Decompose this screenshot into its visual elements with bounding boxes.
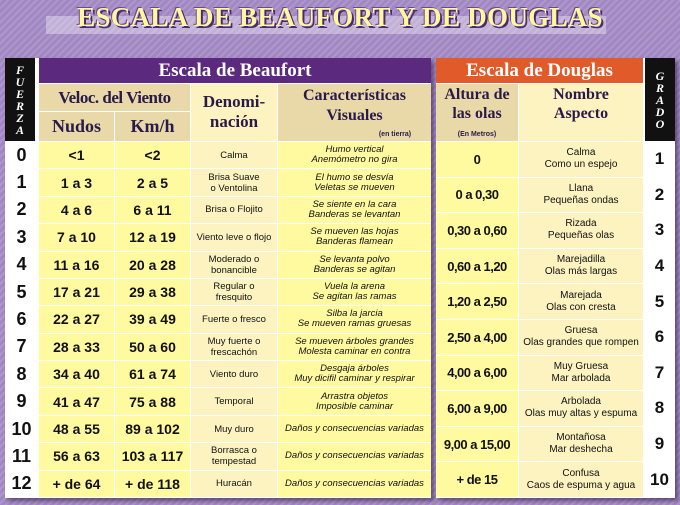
kmh-value: 39 a 49: [115, 306, 190, 332]
wave-height-value: 0: [436, 142, 518, 177]
kmh-value: 29 a 38: [115, 279, 190, 305]
kmh-header: Km/h: [115, 112, 190, 141]
side-letter: R: [15, 98, 24, 113]
denomination-value: Brisa Suave o Ventolina: [191, 169, 277, 195]
douglas-row: [436, 213, 675, 249]
denomination-value: Muy fuerte o frescachón: [191, 334, 277, 360]
wave-height-note: (En Metros): [457, 131, 497, 138]
knots-value: 22 a 27: [39, 306, 114, 332]
knots-value: 28 a 33: [39, 334, 114, 360]
wave-height-value: + de 15: [436, 462, 518, 497]
denomination-header: Denomi- nación: [191, 84, 277, 141]
visual-description: Daños y consecuencias variadas: [278, 443, 431, 469]
side-letter: U: [15, 74, 25, 89]
grade-number: 3: [644, 213, 675, 248]
force-number: 9: [5, 388, 38, 414]
kmh-value: 2 a 5: [115, 169, 190, 195]
grade-number: 6: [644, 320, 675, 355]
force-number: 4: [5, 252, 38, 278]
kmh-value: 50 a 60: [115, 334, 190, 360]
side-letter: D: [655, 104, 665, 119]
grade-number: 2: [644, 178, 675, 213]
beaufort-row: [5, 169, 431, 196]
denomination-value: Moderado o bonancible: [191, 252, 277, 278]
kmh-value: + de 118: [115, 471, 190, 497]
knots-value: 4 a 6: [39, 197, 114, 223]
kmh-value: 89 a 102: [115, 416, 190, 442]
side-letter: F: [15, 62, 24, 77]
sea-state-name: Montañosa Mar deshecha: [519, 427, 643, 462]
wave-height-value: 9,00 a 15,00: [436, 427, 518, 462]
sea-state-name: Llana Pequeñas ondas: [519, 178, 643, 213]
force-number: 6: [5, 306, 38, 332]
denomination-value: Muy duro: [191, 416, 277, 442]
wave-height-value: 0 a 0,30: [436, 178, 518, 213]
fuerza-side-label: [5, 58, 35, 141]
douglas-row: [436, 249, 675, 285]
douglas-row: [436, 284, 675, 320]
sea-state-name: Confusa Caos de espuma y agua: [519, 462, 643, 497]
kmh-value: 61 a 74: [115, 361, 190, 387]
denomination-value: Temporal: [191, 388, 277, 414]
denomination-value: Calma: [191, 142, 277, 168]
grade-number: 4: [644, 249, 675, 284]
douglas-heading: Escala de Douglas: [436, 58, 643, 83]
wave-height-value: 0,30 a 0,60: [436, 213, 518, 248]
visual-description: Se levanta polvo Banderas se agitan: [278, 252, 431, 278]
knots-header: Nudos: [39, 112, 114, 141]
force-number: 2: [5, 197, 38, 223]
force-number: 1: [5, 169, 38, 195]
wave-height-value: 4,00 a 6,00: [436, 356, 518, 391]
beaufort-row: [5, 416, 431, 443]
sea-state-name: Rizada Pequeñas olas: [519, 213, 643, 248]
wave-height-value: 2,50 a 4,00: [436, 320, 518, 355]
beaufort-row: [5, 471, 431, 498]
douglas-row: [436, 427, 675, 463]
beaufort-heading: Escala de Beaufort: [39, 58, 431, 83]
beaufort-row: [5, 252, 431, 279]
grade-number: 1: [644, 142, 675, 177]
sea-state-name: Calma Como un espejo: [519, 142, 643, 177]
douglas-row: [436, 391, 675, 427]
beaufort-row: [5, 334, 431, 361]
denomination-value: Borrasca o tempestad: [191, 443, 277, 469]
denomination-value: Regular o fresquito: [191, 279, 277, 305]
knots-value: 1 a 3: [39, 169, 114, 195]
douglas-row: [436, 320, 675, 356]
knots-value: + de 64: [39, 471, 114, 497]
visual-description: El humo se desvía Veletas se mueven: [278, 169, 431, 195]
wave-height-header: Altura de las olas: [436, 84, 518, 141]
knots-value: 11 a 16: [39, 252, 114, 278]
grado-side-label: [645, 58, 675, 141]
wave-height-value: 0,60 a 1,20: [436, 249, 518, 284]
beaufort-table: [5, 58, 431, 498]
side-letter: A: [655, 92, 664, 107]
beaufort-row: [5, 197, 431, 224]
kmh-value: 75 a 88: [115, 388, 190, 414]
page-title: ESCALA DE BEAUFORT Y DE DOUGLAS: [77, 2, 603, 32]
visual-description: Humo vertical Anemómetro no gira: [278, 142, 431, 168]
force-number: 12: [5, 471, 38, 497]
beaufort-row: [5, 388, 431, 415]
wave-height-value: 6,00 a 9,00: [436, 391, 518, 426]
beaufort-row: [5, 306, 431, 333]
beaufort-row: [5, 224, 431, 251]
denomination-value: Viento leve o flojo: [191, 224, 277, 250]
side-letter: O: [655, 116, 665, 131]
kmh-value: <2: [115, 142, 190, 168]
force-number: 7: [5, 334, 38, 360]
sea-state-name: Marejada Olas con cresta: [519, 284, 643, 319]
side-letter: Z: [16, 110, 24, 125]
force-number: 5: [5, 279, 38, 305]
denomination-value: Viento duro: [191, 361, 277, 387]
force-number: 11: [5, 443, 38, 469]
douglas-row: [436, 462, 675, 498]
kmh-value: 20 a 28: [115, 252, 190, 278]
knots-value: <1: [39, 142, 114, 168]
grade-number: 8: [644, 391, 675, 426]
visual-description: Se mueven árboles grandes Molesta caminar en contra: [278, 334, 431, 360]
beaufort-row: [5, 142, 431, 169]
kmh-value: 12 a 19: [115, 224, 190, 250]
visual-description: Silba la jarcia Se mueven ramas gruesas: [278, 306, 431, 332]
douglas-row: [436, 142, 675, 178]
visual-description: Se siente en la cara Banderas se levantan: [278, 197, 431, 223]
grade-number: 10: [644, 462, 675, 497]
douglas-row: [436, 178, 675, 214]
force-number: 10: [5, 416, 38, 442]
side-letter: A: [15, 122, 24, 137]
knots-value: 56 a 63: [39, 443, 114, 469]
wind-speed-header: Veloc. del Viento: [39, 84, 190, 111]
sea-state-name: Marejadilla Olas más largas: [519, 249, 643, 284]
wave-height-value: 1,20 a 2,50: [436, 284, 518, 319]
force-number: 8: [5, 361, 38, 387]
knots-value: 48 a 55: [39, 416, 114, 442]
knots-value: 7 a 10: [39, 224, 114, 250]
visual-description: Daños y consecuencias variadas: [278, 416, 431, 442]
kmh-value: 6 a 11: [115, 197, 190, 223]
visual-description: Se mueven las hojas Banderas flamean: [278, 224, 431, 250]
side-letter: R: [655, 80, 664, 95]
denomination-value: Fuerte o fresco: [191, 306, 277, 332]
knots-value: 34 a 40: [39, 361, 114, 387]
visual-header-note: (en tierra): [378, 131, 412, 138]
side-letter: E: [15, 86, 24, 101]
grade-number: 5: [644, 284, 675, 319]
grade-number: 9: [644, 427, 675, 462]
sea-state-name: Gruesa Olas grandes que rompen: [519, 320, 643, 355]
visual-description: Daños y consecuencias variadas: [278, 471, 431, 497]
denomination-value: Huracán: [191, 471, 277, 497]
knots-value: 41 a 47: [39, 388, 114, 414]
force-number: 0: [5, 142, 38, 168]
denomination-value: Brisa o Flojito: [191, 197, 277, 223]
visual-description: Vuela la arena Se agitan las ramas: [278, 279, 431, 305]
sea-state-name: Arbolada Olas muy altas y espuma: [519, 391, 643, 426]
knots-value: 17 a 21: [39, 279, 114, 305]
force-number: 3: [5, 224, 38, 250]
sea-state-name: Muy Gruesa Mar arbolada: [519, 356, 643, 391]
beaufort-row: [5, 361, 431, 388]
beaufort-row: [5, 443, 431, 470]
name-aspect-header: Nombre Aspecto: [519, 84, 643, 141]
visual-description: Arrastra objetos Imposible caminar: [278, 388, 431, 414]
visual-header: Características Visuales: [278, 84, 431, 141]
douglas-row: [436, 356, 675, 392]
visual-description: Desgaja árboles Muy dicifil caminar y respirar: [278, 361, 431, 387]
douglas-table: [436, 58, 675, 498]
beaufort-row: [5, 279, 431, 306]
grade-number: 7: [644, 356, 675, 391]
side-letter: G: [655, 68, 665, 83]
kmh-value: 103 a 117: [115, 443, 190, 469]
